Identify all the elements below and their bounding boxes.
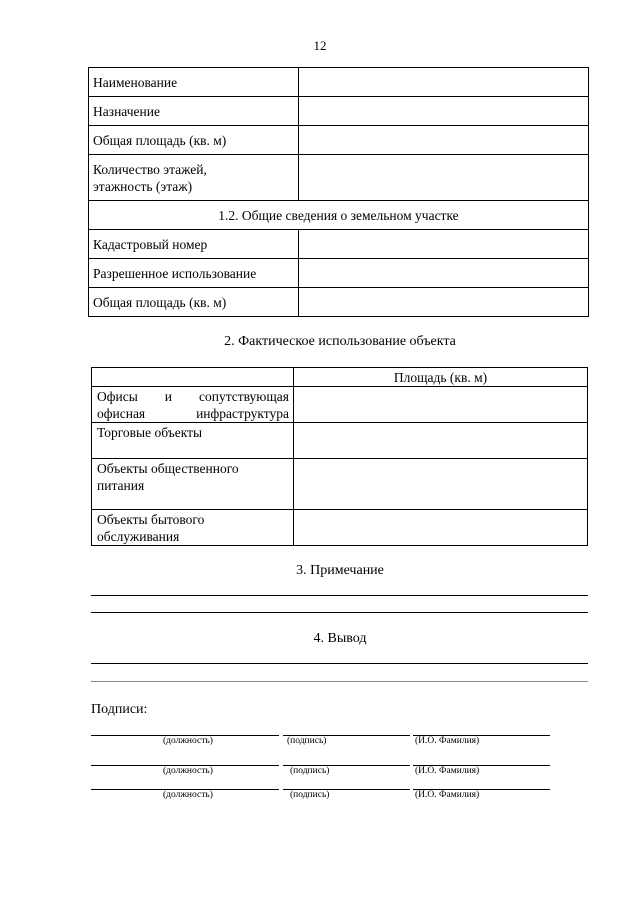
label-line: офисная инфраструктура bbox=[97, 406, 289, 421]
signature-caption: (подпись) bbox=[290, 766, 330, 776]
table-row bbox=[92, 510, 588, 546]
row-value[interactable] bbox=[294, 387, 588, 423]
name-caption: (И.О. Фамилия) bbox=[415, 790, 480, 800]
table-row bbox=[89, 97, 589, 126]
position-caption: (должность) bbox=[163, 736, 213, 746]
row-value[interactable] bbox=[294, 459, 588, 510]
label-line: Количество этажей, bbox=[93, 162, 207, 177]
page-number: 12 bbox=[313, 38, 327, 53]
row-label: Разрешенное использование bbox=[89, 259, 299, 288]
header-area: Площадь (кв. м) bbox=[294, 368, 588, 387]
table-header-row bbox=[92, 368, 588, 387]
note-section-title: 3. Примечание bbox=[296, 563, 384, 578]
row-value[interactable] bbox=[299, 155, 589, 201]
signature-caption: (подпись) bbox=[287, 736, 327, 746]
name-caption: (И.О. Фамилия) bbox=[415, 766, 480, 776]
table-row bbox=[92, 459, 588, 510]
signature-caption: (подпись) bbox=[290, 790, 330, 800]
row-label bbox=[92, 387, 294, 423]
row-value[interactable] bbox=[299, 68, 589, 97]
row-label bbox=[92, 423, 294, 459]
label-line: Офисы и сопутствующая bbox=[97, 389, 289, 404]
label-line: обслуживания bbox=[97, 529, 180, 544]
table-row bbox=[89, 288, 589, 317]
row-value[interactable] bbox=[299, 126, 589, 155]
label-line: питания bbox=[97, 478, 145, 493]
row-value[interactable] bbox=[299, 288, 589, 317]
usage-table bbox=[91, 367, 588, 546]
row-label: Общая площадь (кв. м) bbox=[89, 126, 299, 155]
label-line: Объекты бытового bbox=[97, 512, 205, 527]
table-row bbox=[89, 126, 589, 155]
signatures-label: Подписи: bbox=[91, 702, 148, 717]
note-line[interactable] bbox=[91, 595, 588, 596]
label-line: Объекты общественного bbox=[97, 461, 239, 476]
row-label bbox=[92, 510, 294, 546]
row-label: Кадастровый номер bbox=[89, 230, 299, 259]
name-caption: (И.О. Фамилия) bbox=[415, 736, 480, 746]
table-row bbox=[89, 230, 589, 259]
object-info-table bbox=[88, 67, 589, 317]
row-value[interactable] bbox=[299, 97, 589, 126]
position-caption: (должность) bbox=[163, 766, 213, 776]
row-value[interactable] bbox=[299, 259, 589, 288]
row-label bbox=[89, 155, 299, 201]
conclusion-line[interactable] bbox=[91, 663, 588, 664]
table-row bbox=[89, 155, 589, 201]
row-label: Общая площадь (кв. м) bbox=[89, 288, 299, 317]
position-caption: (должность) bbox=[163, 790, 213, 800]
row-label bbox=[92, 459, 294, 510]
row-label: Назначение bbox=[89, 97, 299, 126]
table-row bbox=[89, 68, 589, 97]
row-value[interactable] bbox=[294, 510, 588, 546]
note-line[interactable] bbox=[91, 612, 588, 613]
row-value[interactable] bbox=[294, 423, 588, 459]
conclusion-line[interactable] bbox=[91, 681, 588, 682]
land-section-title: 1.2. Общие сведения о земельном участке bbox=[89, 201, 589, 230]
label-line: этажность (этаж) bbox=[93, 179, 193, 194]
header-empty-cell bbox=[92, 368, 294, 387]
row-label: Наименование bbox=[89, 68, 299, 97]
label-line: Торговые объекты bbox=[97, 425, 203, 440]
table-row bbox=[89, 259, 589, 288]
usage-section-title: 2. Фактическое использование объекта bbox=[224, 334, 456, 349]
table-row bbox=[92, 387, 588, 423]
section-row bbox=[89, 201, 589, 230]
table-row bbox=[92, 423, 588, 459]
conclusion-section-title: 4. Вывод bbox=[313, 631, 367, 646]
row-value[interactable] bbox=[299, 230, 589, 259]
